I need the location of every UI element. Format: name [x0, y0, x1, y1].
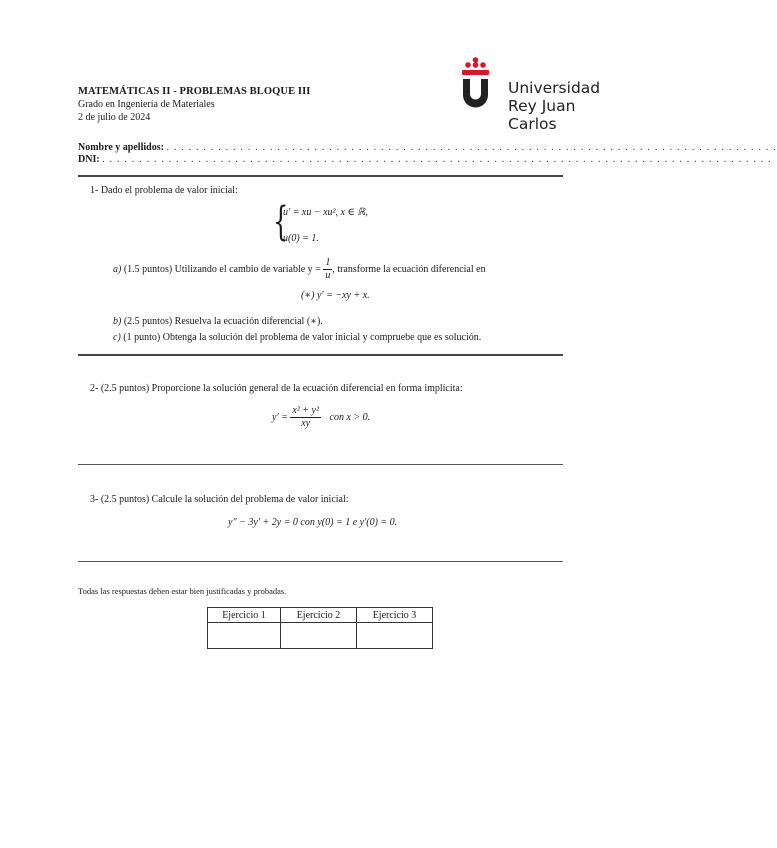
dni-dots: . . . . . . . . . . . . . . . . . . . . . . . . . . . . . . . . . . . . . . . . . . . . . . . . . . . . . . . . . . . . . . . . . . . . . . . . . . . . . . . . . . . . . . . . . . . — [102, 154, 772, 165]
score-cell-2[interactable] — [281, 623, 357, 649]
part-c-text: (1 punto) Obtenga la solución del problema de valor inicial y compruebe que es solución. — [123, 332, 482, 343]
exam-title: MATEMÁTICAS II - PROBLEMAS BLOQUE III — [78, 86, 311, 97]
exam-date: 2 de julio de 2024 — [78, 112, 151, 123]
part-a-fraction — [323, 257, 332, 282]
fraction-denominator: u — [325, 270, 331, 281]
part-b-text: (2.5 puntos) Resuelva la ecuación diferencial (∗). — [123, 316, 323, 327]
problem3-equation: y″ − 3y′ + 2y = 0 con y(0) = 1 e y′(0) = 0. — [228, 517, 398, 528]
score-table-header-row — [208, 608, 433, 623]
score-table — [207, 607, 433, 649]
divider — [78, 561, 563, 562]
score-cell-3[interactable] — [357, 623, 433, 649]
name-dots: . . . . . . . . . . . . . . . . . . . . . . . . . . . . . . . . . . . . . . . . . . . . . . . . . . . . . . . . . . . . . . . . . . . . . . . . . . . . . . . . . . . — [166, 142, 777, 153]
name-field[interactable] — [78, 142, 777, 153]
divider — [78, 464, 563, 465]
university-name-line2: Rey Juan Carlos — [508, 97, 576, 133]
fraction-numerator: x² + y² — [292, 405, 319, 416]
divider — [78, 354, 563, 356]
part-a-text-end: , transforme la ecuación diferencial en — [332, 263, 486, 275]
divider — [78, 175, 563, 177]
part-c-label: c) — [113, 332, 121, 343]
score-table-row — [208, 623, 433, 649]
problem1-part-c — [113, 332, 481, 343]
university-name-line1: Universidad — [508, 79, 601, 97]
problem2-condition: con x > 0. — [329, 411, 371, 423]
score-header-1: Ejercicio 1 — [208, 608, 281, 623]
problem1-eq1: u′ = xu − xu², x ∈ ℝ, — [283, 207, 368, 218]
problem2-fraction — [290, 405, 321, 430]
problem2-equation — [272, 405, 370, 430]
crown-u-icon — [458, 56, 498, 116]
name-label: Nombre y apellidos: — [78, 142, 164, 153]
problem1-eq2: u(0) = 1. — [283, 233, 319, 244]
problem1-intro: 1- Dado el problema de valor inicial: — [90, 185, 238, 196]
dni-label: DNI: — [78, 154, 100, 165]
fraction-numerator: 1 — [325, 257, 331, 268]
problem1-part-a — [113, 257, 486, 282]
part-a-text: (1.5 puntos) Utilizando el cambio de variable y = — [123, 263, 321, 275]
dni-field[interactable] — [78, 154, 772, 165]
star-equation: (∗) y′ = −xy + x. — [301, 290, 370, 301]
degree-name: Grado en Ingeniería de Materiales — [78, 99, 215, 110]
problem1-part-b — [113, 316, 323, 327]
score-cell-1[interactable] — [208, 623, 281, 649]
problem2-intro: 2- (2.5 puntos) Proporcione la solución general de la ecuación diferencial en forma implícita: — [90, 383, 463, 394]
footer-note: Todas las respuestas deben estar bien justificadas y probadas. — [78, 586, 287, 596]
problem2-lhs: y′ = — [272, 411, 288, 423]
score-header-3: Ejercicio 3 — [357, 608, 433, 623]
fraction-denominator: xy — [301, 418, 311, 429]
part-b-label: b) — [113, 316, 122, 327]
problem3-intro: 3- (2.5 puntos) Calcule la solución del problema de valor inicial: — [90, 494, 349, 505]
part-a-label: a) — [113, 263, 122, 275]
university-logo — [458, 56, 628, 133]
system-brace: { — [273, 199, 289, 245]
score-header-2: Ejercicio 2 — [281, 608, 357, 623]
